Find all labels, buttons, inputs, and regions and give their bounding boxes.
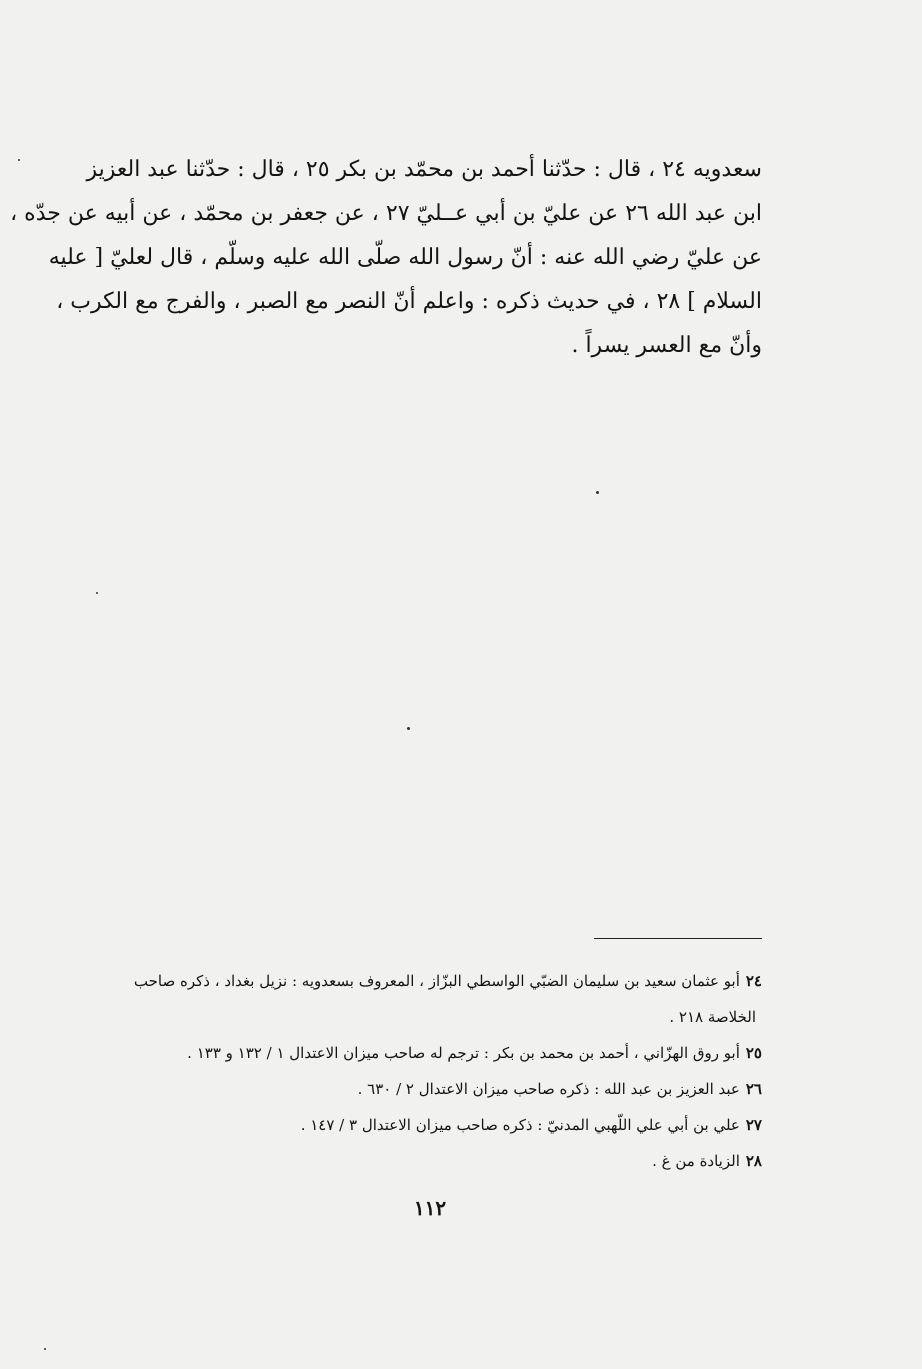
footnote-text: الخلاصة ٢١٨ .	[669, 1008, 756, 1026]
footnote-text: أبو روق الهزّاني ، أحمد بن محمد بن بكر : ترجم له صاحب ميزان الاعتدال ١ / ١٣٢ و ١٣٣ .	[187, 1044, 740, 1062]
scan-speck	[596, 491, 599, 494]
footnote-text: أبو عثمان سعيد بن سليمان الضبّي الواسطي البزّاز ، المعروف بسعدويه : نزيل بغداد ، ذكره صاحب	[133, 972, 740, 990]
main-text-line: وأنّ مع العسر يسراً .	[571, 333, 762, 358]
footnote	[82, 1143, 762, 1179]
footnote-number: ٢٤	[745, 972, 762, 990]
footnote	[82, 999, 762, 1035]
footnote-number: ٢٨	[745, 1152, 762, 1170]
scan-speck	[18, 159, 20, 161]
footnote-text: عبد العزيز بن عبد الله : ذكره صاحب ميزان الاعتدال ٢ / ٦٣٠ .	[357, 1080, 740, 1098]
scan-speck	[44, 1348, 46, 1350]
page-number: ١١٢	[413, 1196, 447, 1220]
footnote-separator	[594, 938, 762, 939]
footnote-text: الزيادة من غ .	[652, 1152, 740, 1170]
scan-speck	[96, 592, 98, 594]
main-text-line: السلام ] ٢٨ ، في حديث ذكره : واعلم أنّ النصر مع الصبر ، والفرج مع الكرب ،	[56, 289, 762, 314]
footnote	[82, 1107, 762, 1143]
footnotes-block	[82, 963, 762, 1179]
footnote-number: ٢٥	[745, 1044, 762, 1062]
footnote	[82, 1071, 762, 1107]
footnote-number: ٢٦	[745, 1080, 762, 1098]
footnote	[82, 963, 762, 999]
footnote-text: علي بن أبي علي اللّهبي المدنيّ : ذكره صاحب ميزان الاعتدال ٣ / ١٤٧ .	[300, 1116, 740, 1134]
main-text-line: ابن عبد الله ٢٦ عن عليّ بن أبي عــليّ ٢٧ ، عن جعفر بن محمّد ، عن أبيه عن جدّه ،	[10, 201, 762, 226]
main-text-block	[10, 148, 762, 368]
footnote-number: ٢٧	[745, 1116, 762, 1134]
main-text-line: سعدويه ٢٤ ، قال : حدّثنا أحمد بن محمّد بن بكر ٢٥ ، قال : حدّثنا عبد العزيز	[86, 157, 762, 182]
scan-speck	[407, 727, 410, 730]
footnote	[82, 1035, 762, 1071]
main-text-line: عن عليّ رضي الله عنه : أنّ رسول الله صلّى الله عليه وسلّم ، قال لعليّ [ عليه	[48, 245, 762, 270]
